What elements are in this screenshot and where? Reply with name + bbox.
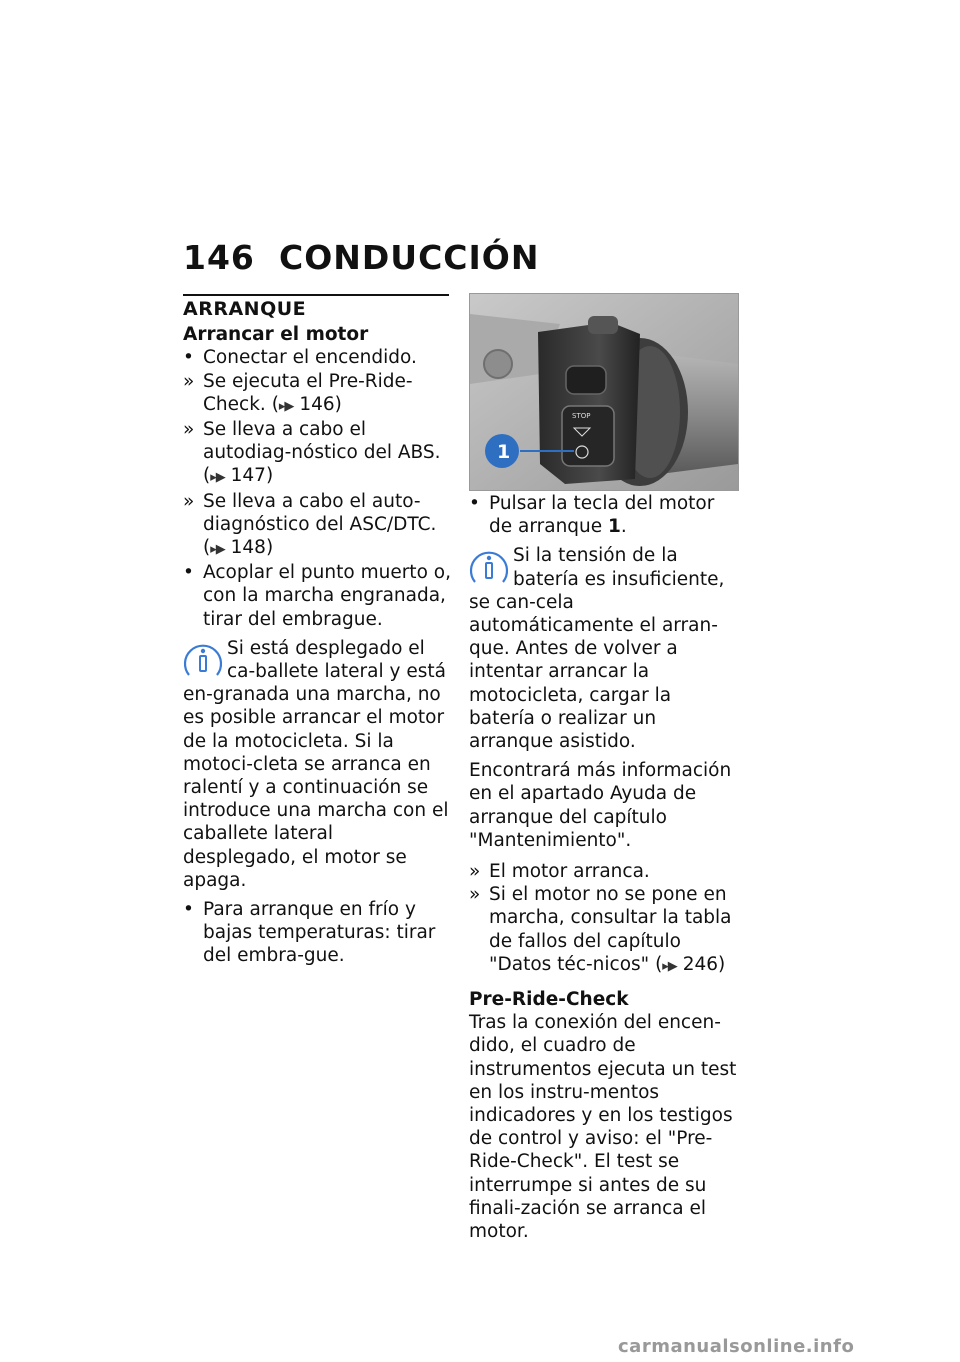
page-number: 146 xyxy=(183,238,255,277)
subsection-title: Pre-Ride-Check xyxy=(469,989,629,1011)
list-item: • Para arranque en frío y bajas temperaturas: tirar del embra-gue. xyxy=(183,899,436,967)
handlebar-switch-photo xyxy=(469,293,739,491)
watermark: carmanualsonline.info xyxy=(618,1336,855,1357)
section-title: ARRANQUE xyxy=(183,298,307,320)
list-item: » Si el motor no se pone en marcha, consultar la tabla de fallos del capítulo "Datos téc-nicos" (▸▶ 246) xyxy=(469,883,737,978)
page-reference[interactable]: (▸▶ 146) xyxy=(271,393,342,415)
right-column xyxy=(469,492,737,1243)
list-item: • Pulsar la tecla del motor de arranque 1. xyxy=(469,493,715,538)
list-item: • Acoplar el punto muerto o, con la marcha engranada, tirar del embrague. xyxy=(183,562,451,630)
arrow-icon: ▸▶ xyxy=(210,470,225,486)
page-reference[interactable]: (▸▶ 246) xyxy=(655,953,726,975)
section-divider xyxy=(183,294,449,296)
stop-label: STOP xyxy=(572,412,591,420)
list-item: » Se ejecuta el Pre-Ride-Check. (▸▶ 146) xyxy=(183,370,451,418)
figure-callout: 1 xyxy=(497,441,511,463)
info-icon xyxy=(183,639,223,681)
info-note: Si la tensión de la batería es insuficiente, se can-cela automáticamente el arran-que. Antes de volver a intentar arrancar la motocicleta, cargar la batería o realizar un arranque asistido. xyxy=(469,545,725,753)
arrow-icon: ▸▶ xyxy=(278,398,294,414)
arrow-icon: ▸▶ xyxy=(662,958,677,974)
left-column xyxy=(183,298,451,968)
handlebar-illustration xyxy=(470,294,738,490)
subsection-title: Arrancar el motor xyxy=(183,324,369,346)
arrow-icon: ▸▶ xyxy=(210,542,225,558)
list-item: • Conectar el encendido. xyxy=(183,347,417,369)
list-item: » Se lleva a cabo el auto-diagnóstico del ASC/DTC. (▸▶ 148) xyxy=(183,490,451,562)
info-icon xyxy=(469,546,509,588)
page-header xyxy=(183,238,539,277)
page-reference[interactable]: (▸▶ 147) xyxy=(203,465,274,487)
chapter-title: CONDUCCIÓN xyxy=(279,238,540,277)
page-reference[interactable]: (▸▶ 148) xyxy=(203,537,274,559)
note-continuation: Encontrará más información en el apartado Ayuda de arranque del capítulo "Mantenimiento". xyxy=(469,760,732,851)
list-item: » El motor arranca. xyxy=(469,861,650,883)
list-item: » Se lleva a cabo el autodiag-nóstico del ABS. (▸▶ 147) xyxy=(183,418,451,490)
paragraph: Tras la conexión del encen-dido, el cuadro de instrumentos ejecuta un test en los instru-mentos indicadores y en los testigos de control y aviso: el "Pre-Ride-Check". El test se interrumpe si antes de su finali-zación se arranca el motor. xyxy=(469,1012,737,1243)
info-note: Si está desplegado el ca-ballete lateral y está en-granada una marcha, no es posible arrancar el motor de la motocicleta. Si la motoci-cleta se arranca en ralentí y a continuación se introduce una marcha con el caballete lateral desplegado, el motor se apaga. xyxy=(183,637,449,891)
